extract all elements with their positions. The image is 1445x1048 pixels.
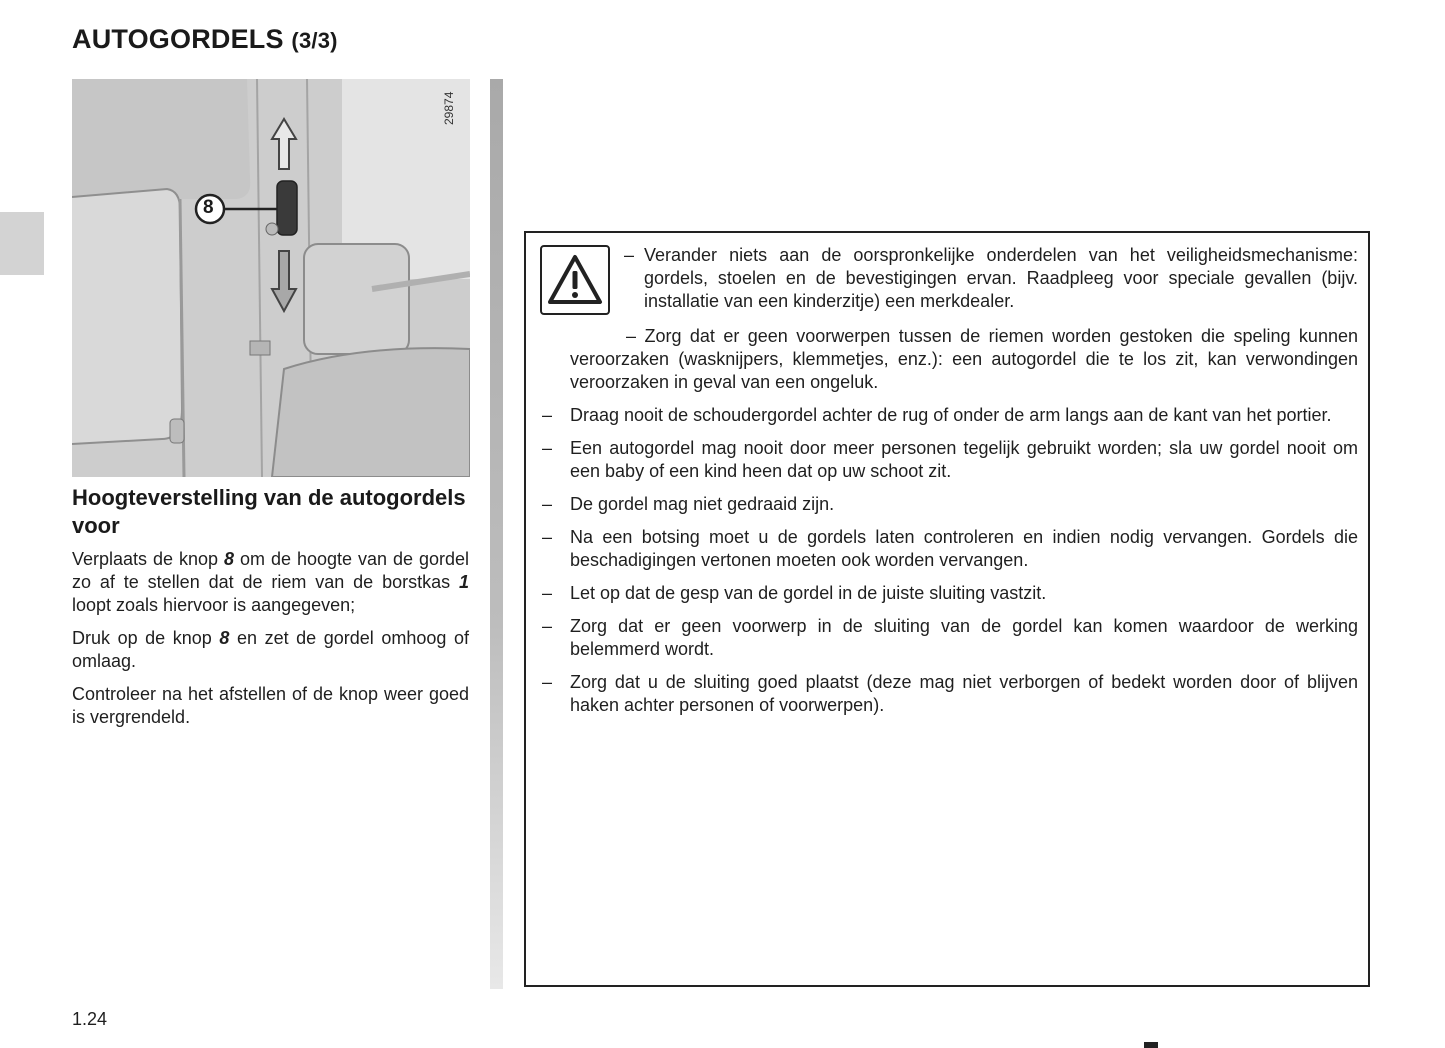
warning-list [540,244,1358,727]
left-column [72,484,469,739]
warning-item: – Zorg dat er geen voorwerp in de sluiting van de gordel kan komen waardoor de werking belemmerd wordt. [542,616,1358,659]
warning-item: – Verander niets aan de oorspronkelijke onderdelen van het veiligheidsmechanisme: gordels, stoelen en de bevestigingen ervan. Raadpleeg voor speciale gevallen (bijv. installatie van een kinderzitje) een merkdealer. [624,245,1358,311]
warning-item: – Zorg dat u de sluiting goed plaatst (deze mag niet verborgen of bedekt worden door of blijven haken achter personen of voorwerpen). [542,672,1358,715]
paragraph-2: Druk op de knop 8 en zet de gordel omhoog of omlaag. [72,628,470,671]
page-title-part: (3/3) [291,28,338,53]
warning-item: – Draag nooit de schoudergordel achter de rug of onder de arm langs aan de kant van het portier. [542,405,1332,425]
figure-callout-8: 8 [203,197,214,218]
car-interior-drawing [72,79,470,477]
page-mark [1144,1042,1158,1048]
warning-box [524,231,1370,987]
warning-item: – Na een botsing moet u de gordels laten controleren en indien nodig vervangen. Gordels die beschadigingen vertonen moeten ook worden vervangen. [542,527,1358,570]
warning-item: – Een autogordel mag nooit door meer personen tegelijk gebruikt worden; sla uw gordel nooit om een baby of een kind heen dat op uw schoot zit. [542,438,1358,481]
warning-item: – De gordel mag niet gedraaid zijn. [542,494,835,514]
warning-item: – Let op dat de gesp van de gordel in de juiste sluiting vastzit. [542,583,1047,603]
section-tab [0,212,44,275]
column-divider [490,79,503,989]
figure-number: 29874 [442,91,456,125]
strap-ref: 1 [458,572,469,592]
warning-item: – Zorg dat er geen voorwerpen tussen de riemen worden gestoken die speling kunnen veroorzaken (wasknijpers, klemmetjes, enz.): een autogordel die te los zit, kan verwondingen veroorzaken in geval van een ongeluk. [570,326,1358,392]
seatbelt-illustration [72,79,470,477]
paragraph-1: Verplaats de knop 8 om de hoogte van de gordel zo af te stellen dat de riem van de borstkas 1 loopt zoals hiervoor is aangegeven; [72,549,469,615]
section-heading: Hoogteverstelling van de autogordels voor [72,485,466,538]
page-number: 1.24 [72,1009,108,1029]
paragraph-3: Controleer na het afstellen of de knop weer goed is vergrendeld. [72,684,469,727]
knob-ref: 8 [224,549,235,569]
knob-ref: 8 [219,628,230,648]
page-title: AUTOGORDELS (3/3) [72,24,338,54]
